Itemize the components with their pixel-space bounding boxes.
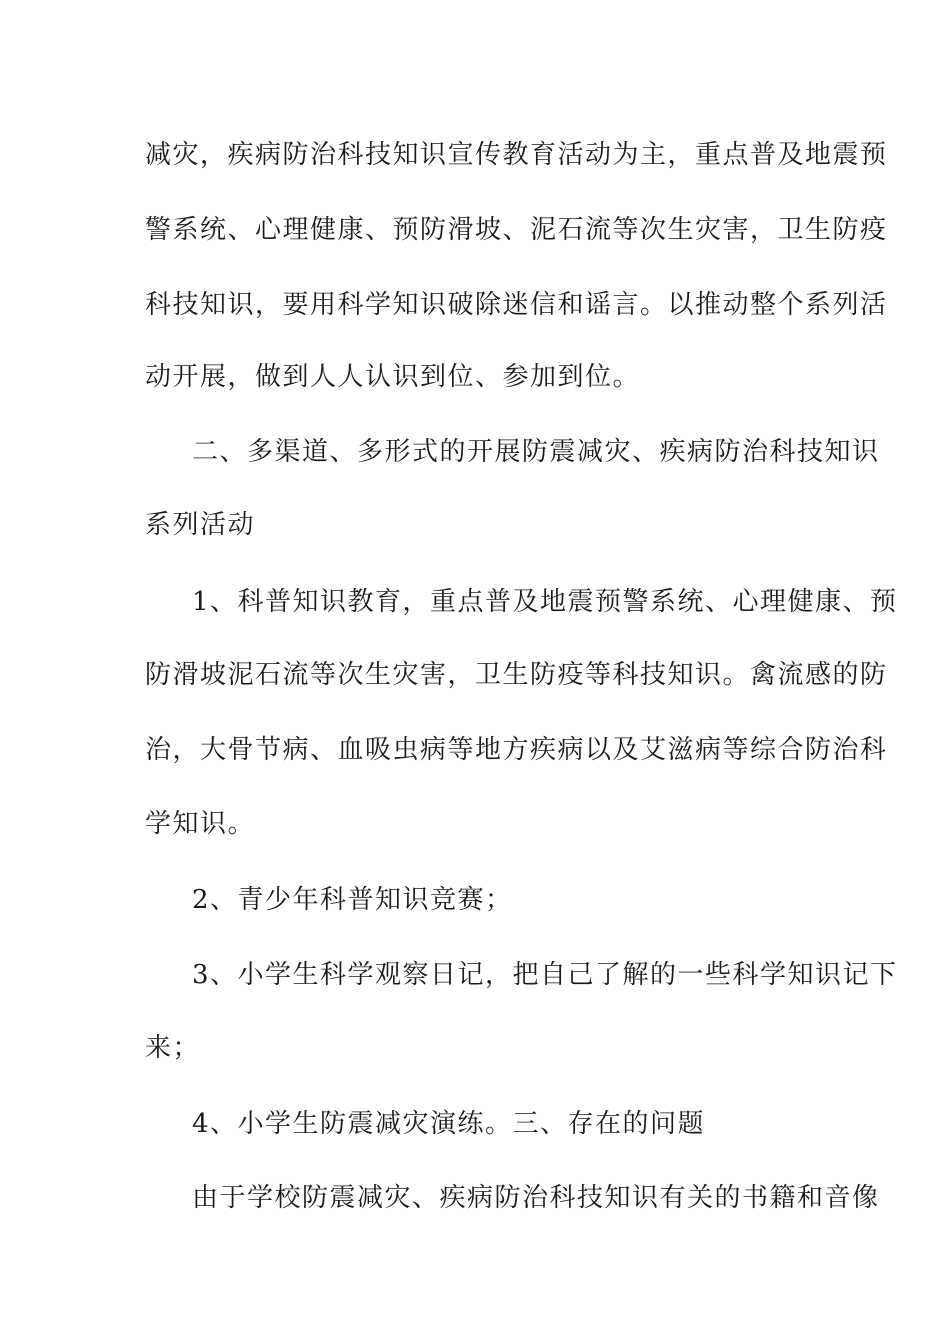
section-heading-2-cont: 系列活动 (145, 510, 256, 540)
text-line-1: 减灾，疾病防治科技知识宣传教育活动为主，重点普及地震预 (145, 140, 888, 170)
list-item-3-line-2: 来； (145, 1033, 201, 1063)
list-item-1-line-1: 1、科普知识教育，重点普及地震预警系统、心理健康、预 (192, 587, 898, 617)
list-item-4: 4、小学生防震减灾演练。三、存在的问题 (192, 1109, 706, 1139)
text-line-4: 动开展，做到人人认识到位、参加到位。 (145, 362, 641, 392)
list-item-1-line-4: 学知识。 (145, 809, 256, 839)
list-item-1-line-3: 治，大骨节病、血吸虫病等地方疾病以及艾滋病等综合防治科 (145, 735, 888, 765)
list-item-3-line-1: 3、小学生科学观察日记，把自己了解的一些科学知识记下 (192, 960, 898, 990)
list-item-1-line-2: 防滑坡泥石流等次生灾害，卫生防疫等科技知识。禽流感的防 (145, 660, 888, 690)
paragraph-problems-line-1: 由于学校防震减灾、疾病防治科技知识有关的书籍和音像 (192, 1183, 880, 1213)
section-heading-2: 二、多渠道、多形式的开展防震减灾、疾病防治科技知识 (192, 437, 880, 467)
text-line-3: 科技知识，要用科学知识破除迷信和谣言。以推动整个系列活 (145, 290, 888, 320)
text-line-2: 警系统、心理健康、预防滑坡、泥石流等次生灾害，卫生防疫 (145, 215, 888, 245)
list-item-2: 2、青少年科普知识竞赛； (192, 885, 513, 915)
